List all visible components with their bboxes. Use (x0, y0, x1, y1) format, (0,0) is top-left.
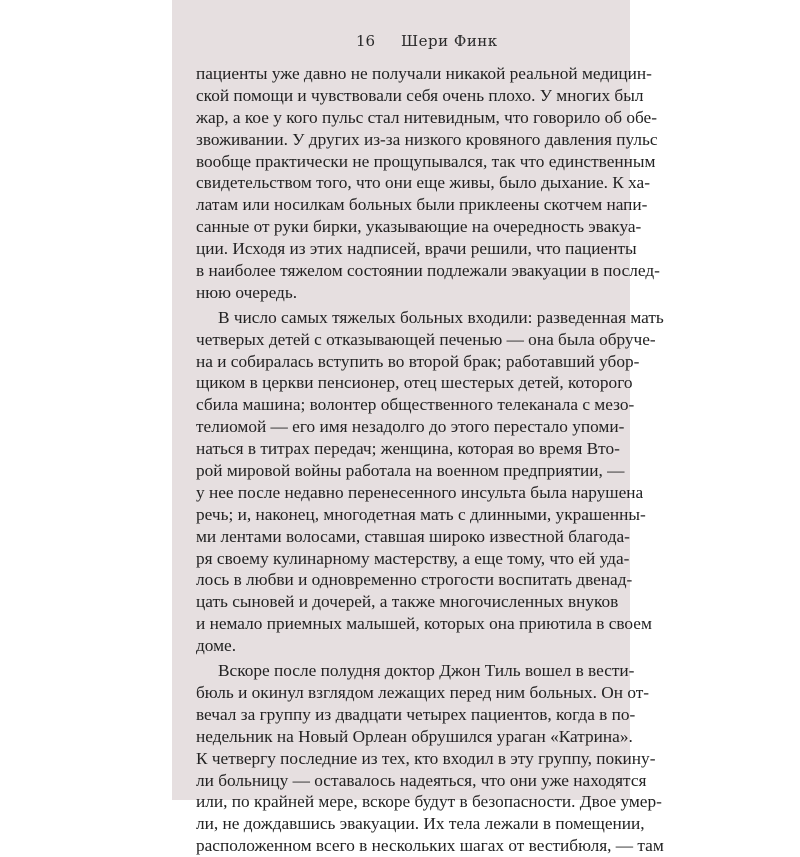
text-line: пациенты уже давно не получали никакой реальной медицин- (196, 64, 652, 83)
text-line: ли больницу — оставалось надеяться, что они уже находятся (196, 770, 647, 790)
text-line: щиком в церкви пенсионер, отец шестерых детей, которого (196, 373, 633, 393)
body-text (196, 63, 664, 857)
text-line: звоживании. У других из-за низкого кровяного давления пульс (196, 129, 658, 149)
text-line: ря своему кулинарному мастерству, а еще тому, что ей уда- (196, 548, 630, 568)
paragraph (196, 660, 664, 857)
text-line: телиомой — его имя незадолго до этого перестало упоми- (196, 417, 625, 437)
text-line: рой мировой войны работала на военном предприятии, — (196, 461, 625, 481)
text-line: доме. (196, 636, 237, 656)
text-line: нюю очередь. (196, 282, 298, 302)
page-number: 16 (356, 32, 376, 50)
text-line: речь; и, наконец, многодетная мать с длинными, украшенны- (196, 504, 646, 524)
text-line: цать сыновей и дочерей, а также многочисленных внуков (196, 592, 619, 612)
text-line: жар, а кое у кого пульс стал нитевидным, что говорило об обе- (196, 107, 657, 127)
book-page (172, 0, 664, 856)
text-line: вообще практически не прощупывался, так что единственным (196, 151, 656, 171)
text-line: у нее после недавно перенесенного инсульта была нарушена (196, 482, 644, 502)
text-line: ли, не дождавшись эвакуации. Их тела лежали в помещении, (196, 814, 645, 834)
paragraph (196, 63, 660, 304)
text-line: ми лентами волосами, ставшая широко известной благода- (196, 526, 630, 546)
text-line: на и собиралась вступить во второй брак; работавший убор- (196, 351, 640, 371)
text-line: санные от руки бирки, указывающие на очередность эвакуа- (196, 217, 642, 237)
text-line: наться в титрах передач; женщина, которая во время Вто- (196, 439, 620, 459)
text-line: ции. Исходя из этих надписей, врачи решили, что пациенты (196, 239, 637, 259)
text-line: ской помощи и чувствовали себя очень плохо. У многих был (196, 85, 644, 105)
text-line: бюль и окинул взглядом лежащих перед ним больных. Он от- (196, 682, 650, 702)
text-line: вечал за группу из двадцати четырех пациентов, когда в по- (196, 704, 636, 724)
paragraph (196, 307, 664, 657)
text-line: недельник на Новый Орлеан обрушился ураган «Катрина». (196, 726, 633, 746)
text-line: лось в любви и одновременно строгости воспитать двенад- (196, 570, 633, 590)
text-line: сбила машина; волонтер общественного телеканала с мезо- (196, 395, 635, 415)
text-line: В число самых тяжелых больных входили: разведенная мать (218, 307, 664, 327)
text-line: четверых детей с отказывающей печенью — она была обруче- (196, 329, 656, 349)
text-line: или, по крайней мере, вскоре будут в безопасности. Двое умер- (196, 792, 662, 812)
text-line: и немало приемных малышей, которых она приютила в своем (196, 614, 652, 634)
text-line: латам или носилкам больных были приклеены скотчем напи- (196, 195, 648, 215)
text-line: К четвергу последние из тех, кто входил в эту группу, покину- (196, 748, 656, 768)
running-head-author: Шери Финк (401, 32, 498, 50)
page-header (172, 32, 630, 52)
text-line: свидетельством того, что они еще живы, было дыхание. К ха- (196, 173, 650, 193)
text-line: расположенном всего в нескольких шагах от вестибюля, — там (196, 836, 664, 856)
text-line: в наиболее тяжелом состоянии подлежали эвакуации в послед- (196, 261, 660, 281)
text-line: Вскоре после полудня доктор Джон Тиль вошел в вести- (218, 661, 635, 681)
